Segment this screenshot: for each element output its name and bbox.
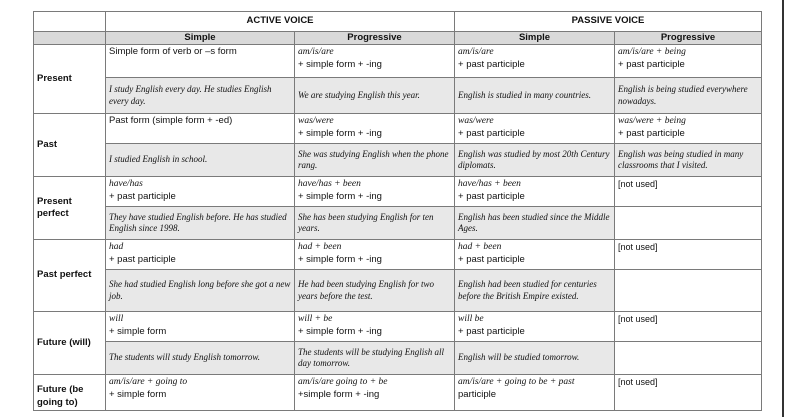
example-cell: She was studying English when the phone rang. xyxy=(295,144,455,177)
active-voice-header: ACTIVE VOICE xyxy=(106,12,455,32)
form-text: will xyxy=(109,314,124,324)
form-cell xyxy=(106,114,295,144)
past-perfect-example-row xyxy=(34,270,762,312)
present-example-row xyxy=(34,78,762,114)
example-cell: The students will be studying English all day tomorrow. xyxy=(295,342,455,375)
not-used-cell: [not used] xyxy=(615,312,762,342)
form-text: had + been xyxy=(298,242,342,252)
form-text: had + been xyxy=(458,242,502,252)
form-text: + past participle xyxy=(109,253,176,265)
example-cell: The students will study English tomorrow. xyxy=(106,342,295,375)
form-text: + past participle xyxy=(458,58,525,70)
form-cell xyxy=(106,312,295,342)
aspect-header-row xyxy=(34,32,762,45)
form-cell xyxy=(106,375,295,411)
form-text: + simple form xyxy=(109,325,167,337)
empty-cell xyxy=(615,207,762,240)
past-form-row xyxy=(34,114,762,144)
corner-cell xyxy=(34,32,106,45)
form-cell xyxy=(455,312,615,342)
future-going-form-row xyxy=(34,375,762,411)
example-cell: I studied English in school. xyxy=(106,144,295,177)
form-cell xyxy=(295,312,455,342)
form-text: will + be xyxy=(298,314,333,324)
form-text: + past participle xyxy=(458,253,525,265)
not-used-cell: [not used] xyxy=(615,375,762,411)
example-cell: English had been studied for centuries before the British Empire existed. xyxy=(455,270,615,312)
past-example-row xyxy=(34,144,762,177)
example-cell: She has been studying English for ten years. xyxy=(295,207,455,240)
example-cell: English was being studied in many classrooms that I visited. xyxy=(615,144,762,177)
page-edge-line xyxy=(782,0,784,417)
example-cell: We are studying English this year. xyxy=(295,78,455,114)
tense-label-present-perfect: Present perfect xyxy=(34,177,106,240)
form-cell xyxy=(615,114,762,144)
empty-cell xyxy=(615,270,762,312)
tense-label-past-perfect: Past perfect xyxy=(34,240,106,312)
example-cell: English has been studied since the Middle Ages. xyxy=(455,207,615,240)
corner-cell xyxy=(34,12,106,32)
form-cell xyxy=(295,45,455,78)
tense-label-present: Present xyxy=(34,45,106,114)
form-text: participle xyxy=(458,388,497,400)
form-cell xyxy=(455,240,615,270)
form-cell xyxy=(106,45,295,78)
form-text: was/were xyxy=(298,116,334,126)
example-cell: English is studied in many countries. xyxy=(455,78,615,114)
form-text: am/is/are going to + be xyxy=(298,377,388,387)
form-text: Simple form of verb or –s form xyxy=(109,46,237,57)
form-text: + past participle xyxy=(458,190,525,202)
form-text: had xyxy=(109,242,124,252)
form-text: am/is/are + going to be + past xyxy=(458,377,575,387)
not-used-cell: [not used] xyxy=(615,240,762,270)
form-cell xyxy=(295,177,455,207)
form-cell xyxy=(295,114,455,144)
present-form-row xyxy=(34,45,762,78)
form-cell xyxy=(106,177,295,207)
example-cell: English is being studied everywhere nowadays. xyxy=(615,78,762,114)
not-used-cell: [not used] xyxy=(615,177,762,207)
form-text: + past participle xyxy=(109,190,176,202)
form-cell xyxy=(295,375,455,411)
passive-simple-header: Simple xyxy=(455,32,615,45)
form-cell xyxy=(455,375,615,411)
form-text: will be xyxy=(458,314,484,324)
form-text: was/were + being xyxy=(618,116,686,126)
form-text: + simple form + -ing xyxy=(298,190,382,202)
form-text: + past participle xyxy=(618,127,685,139)
example-cell: English will be studied tomorrow. xyxy=(455,342,615,375)
form-text: + simple form + -ing xyxy=(298,325,382,337)
form-text: am/is/are xyxy=(298,47,334,57)
form-text: + past participle xyxy=(458,127,525,139)
form-text: + simple form + -ing xyxy=(298,58,382,70)
form-text: + past participle xyxy=(458,325,525,337)
tense-label-future-will: Future (will) xyxy=(34,312,106,375)
tense-label-past: Past xyxy=(34,114,106,177)
present-perfect-form-row xyxy=(34,177,762,207)
example-cell: English was studied by most 20th Century diplomats. xyxy=(455,144,615,177)
form-cell xyxy=(615,45,762,78)
form-cell xyxy=(455,114,615,144)
example-cell: I study English every day. He studies English every day. xyxy=(106,78,295,114)
passive-voice-header: PASSIVE VOICE xyxy=(455,12,762,32)
form-cell xyxy=(106,240,295,270)
form-text: + simple form xyxy=(109,388,167,400)
form-text: have/has + been xyxy=(458,179,521,189)
empty-cell xyxy=(615,342,762,375)
form-text: Past form (simple form + -ed) xyxy=(109,115,233,126)
passive-progressive-header: Progressive xyxy=(615,32,762,45)
tense-label-future-going: Future (be going to) xyxy=(34,375,106,411)
present-perfect-example-row xyxy=(34,207,762,240)
voice-header-row xyxy=(34,12,762,32)
form-text: + simple form + -ing xyxy=(298,253,382,265)
form-text: +simple form + -ing xyxy=(298,388,380,400)
form-cell xyxy=(455,177,615,207)
active-progressive-header: Progressive xyxy=(295,32,455,45)
form-text: + past participle xyxy=(618,58,685,70)
form-text: am/is/are + going to xyxy=(109,377,188,387)
future-will-form-row xyxy=(34,312,762,342)
future-will-example-row xyxy=(34,342,762,375)
example-cell: She had studied English long before she got a new job. xyxy=(106,270,295,312)
form-text: + simple form + -ing xyxy=(298,127,382,139)
example-cell: He had been studying English for two years before the test. xyxy=(295,270,455,312)
voice-tense-table xyxy=(33,11,762,411)
form-text: was/were xyxy=(458,116,494,126)
example-cell: They have studied English before. He has studied English since 1998. xyxy=(106,207,295,240)
form-text: am/is/are + being xyxy=(618,47,686,57)
active-simple-header: Simple xyxy=(106,32,295,45)
form-text: have/has + been xyxy=(298,179,361,189)
form-cell xyxy=(295,240,455,270)
past-perfect-form-row xyxy=(34,240,762,270)
form-cell xyxy=(455,45,615,78)
form-text: am/is/are xyxy=(458,47,494,57)
form-text: have/has xyxy=(109,179,143,189)
